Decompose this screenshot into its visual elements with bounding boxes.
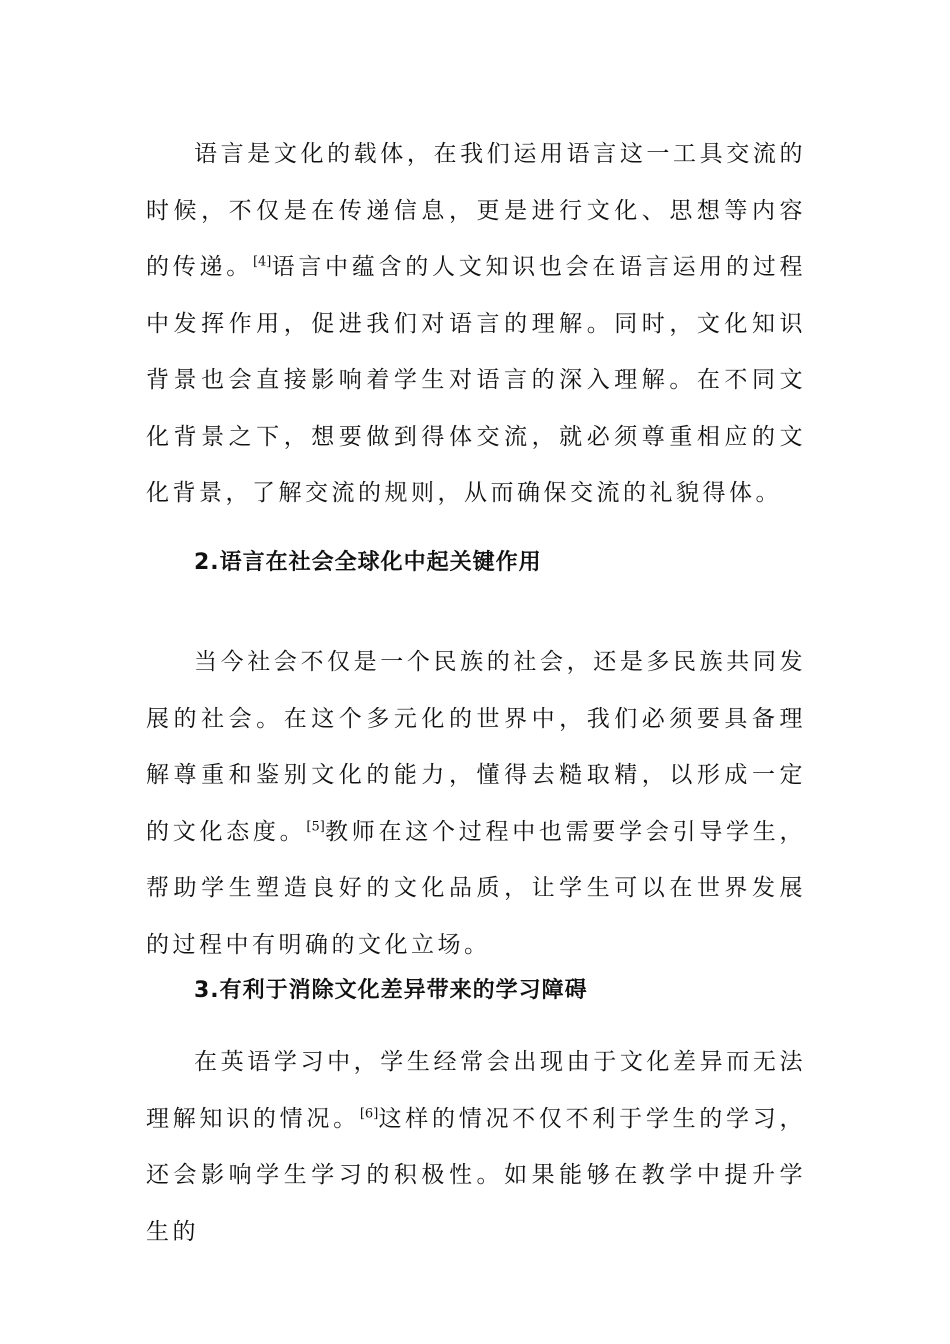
section-heading-3: 3.有利于消除文化差异带来的学习障碍	[194, 978, 588, 1003]
paragraph-1-text-a: 语言是文化的载体，在我们运用语言这一工具交流的时候，不仅是在传递信息，更是进行文化、思想等内容的传递。	[146, 141, 806, 280]
paragraph-2-text-a: 当今社会不仅是一个民族的社会，还是多民族共同发展的社会。在这个多元化的世界中，我们必须要具备理解尊重和鉴别文化的能力，懂得去糙取精，以形成一定的文化态度。	[146, 649, 806, 845]
paragraph-3-text-b: 这样的情况不仅不利于学生的学习，还会影响学生学习的积极性。如果能够在教学中提升学生的	[146, 1105, 806, 1245]
body-paragraph-3	[146, 1034, 806, 1260]
paragraph-2-text-b: 教师在这个过程中也需要学会引导学生，帮助学生塑造良好的文化品质，让学生可以在世界发展的过程中有明确的文化立场。	[146, 818, 807, 958]
citation-ref-4: [4]	[252, 254, 272, 270]
body-paragraph-1	[146, 126, 806, 522]
citation-ref-6: [6]	[359, 1105, 379, 1121]
body-paragraph-2	[146, 634, 806, 973]
citation-ref-5: [5]	[306, 818, 325, 834]
section-heading-2: 2.语言在社会全球化中起关键作用	[194, 550, 542, 575]
paragraph-1-text-b: 语言中蕴含的人文知识也会在语言运用的过程中发挥作用，促进我们对语言的理解。同时，文化知识背景也会直接影响着学生对语言的深入理解。在不同文化背景之下，想要做到得体交流，就必须尊重相应的文化背景，了解交流的规则，从而确保交流的礼貌得体。	[146, 254, 807, 506]
paragraph-3-text-a: 在英语学习中，学生经常会出现由于文化差异而无法理解知识的情况。	[146, 1049, 806, 1132]
